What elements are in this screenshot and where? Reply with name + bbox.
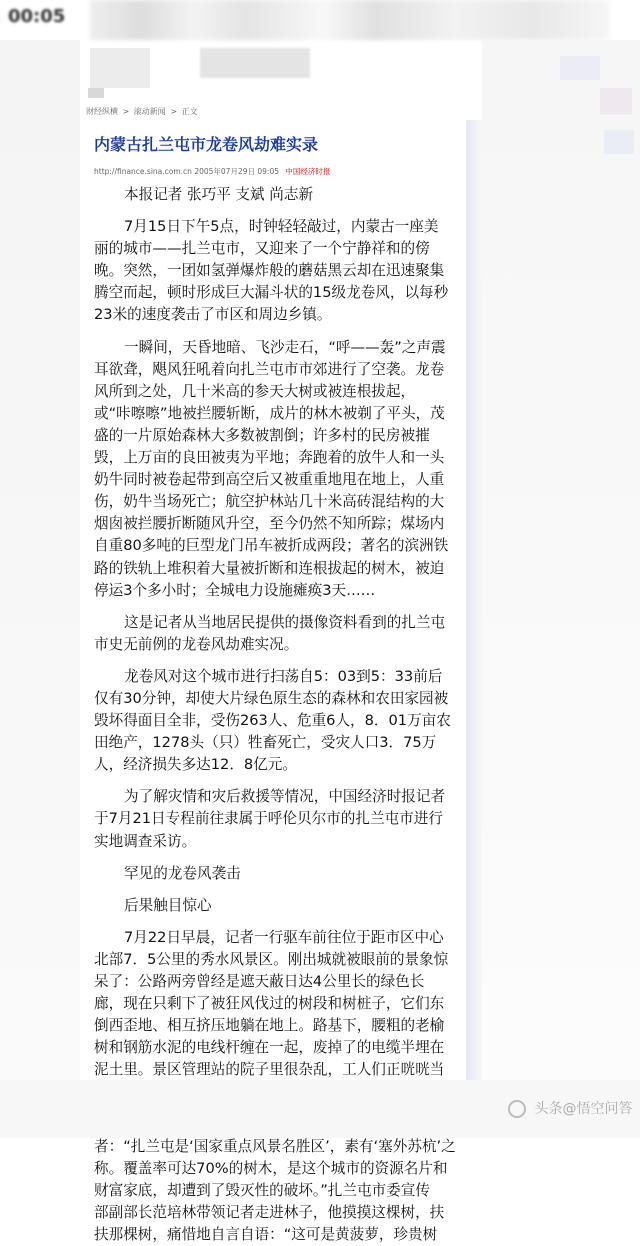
article-line: 烟囱被拦腰折断随风升空，至今仍然不知所踪；煤场内 <box>94 515 445 533</box>
breadcrumb-item[interactable]: 滚动新闻 <box>133 107 166 116</box>
article-line: 倒西歪地、相互挤压地躺在地上。路基下，腰粗的老榆 <box>94 1017 445 1035</box>
article-line: 盛的一片原始森林大多数被割倒；许多村的民房被摧 <box>94 426 430 444</box>
article-line: 树和钢筋水泥的电线杆缠在一起，废掉了的电缆半埋在 <box>94 1039 445 1057</box>
breadcrumb-separator: > <box>122 107 130 116</box>
article-line: 龙卷风对这个城市进行扫荡自5：03到5：33前后 <box>124 667 443 685</box>
article-line: 者：“扎兰屯是‘国家重点风景名胜区’，素有‘塞外苏杭’之 <box>94 1137 456 1155</box>
article-source <box>94 166 330 177</box>
article-line: 路的铁轨上堆积着大量被折断和连根拔起的树木，被迫 <box>94 559 445 577</box>
article-line: 7月15日下午5点，时钟轻轻敲过，内蒙古一座美 <box>124 218 439 236</box>
source-name[interactable]: 中国经济时报 <box>285 167 331 176</box>
pixel-block <box>600 88 632 114</box>
article-line: 扶那棵树，痛惜地自言自语：“这可是黄菠萝，珍贵树 <box>94 1226 438 1244</box>
pixel-mosaic-top <box>90 0 610 40</box>
article-line: 于7月21日专程前往隶属于呼伦贝尔市的扎兰屯市进行 <box>94 810 443 828</box>
article-line: 部副部长范培林带领记者走进林子，他摸摸这棵树，扶 <box>94 1203 445 1221</box>
article-line: 罕见的龙卷风袭击 <box>124 864 241 882</box>
article-line: 耳欲聋，飓风狂吼着向扎兰屯市市郊进行了空袭。龙卷 <box>94 360 445 378</box>
article-line: 伤，奶牛当场死亡；航空护林站几十米高砖混结构的大 <box>94 493 445 511</box>
article-line: 晚。突然，一团如氢弹爆炸般的蘑菇黑云却在迅速聚集 <box>94 262 445 280</box>
article-line: 自重80多吨的巨型龙门吊车被折成两段；著名的滨洲铁 <box>94 537 449 555</box>
article-title: 内蒙古扎兰屯市龙卷风劫难实录 <box>94 135 319 154</box>
breadcrumb <box>86 106 200 117</box>
pixel-block <box>200 48 310 78</box>
breadcrumb-separator: > <box>170 107 178 116</box>
article-line: 财富家底，却遭到了毁灭性的破坏。”扎兰屯市委宣传 <box>94 1181 430 1199</box>
article-line: 23米的速度袭击了市区和周边乡镇。 <box>94 306 332 324</box>
pixel-block <box>560 56 600 80</box>
article-line: 为了解灾情和灾后救援等情况，中国经济时报记者 <box>124 788 446 806</box>
article-line: 廊，现在只剩下了被狂风伐过的树段和树桩子，它们东 <box>94 995 445 1013</box>
article-line: 丽的城市——扎兰屯市，又迎来了一个宁静祥和的傍 <box>94 240 430 258</box>
article-line: 称。覆盖率可达70%的树木，是这个城市的资源名片和 <box>94 1159 448 1177</box>
pixel-block <box>90 48 150 88</box>
article-line: 呆了：公路两旁曾经是遮天蔽日达4公里长的绿色长 <box>94 973 425 990</box>
source-url: http://finance.sina.com.cn 2005年07月29日 09:05 <box>94 167 279 176</box>
article-line: 7月22日早晨，记者一行驱车前往位于距市区中心 <box>124 928 444 946</box>
article-line: 毁，上万亩的良田被夷为平地；奔跑着的放牛人和一头 <box>94 449 445 467</box>
article-line: 后果触目惊心 <box>124 896 212 914</box>
article-line: 或“咔嚓嚓”地被拦腰斩断，成片的林木被剃了平头，茂 <box>94 404 445 422</box>
article-line: 腾空而起，顿时形成巨大漏斗状的15级龙卷风，以每秒 <box>94 284 449 302</box>
article-line: 一瞬间，天昏地暗、飞沙走石，“呼——轰”之声震 <box>124 338 446 356</box>
article-line: 风所到之处，几十米高的参天大树或被连根拔起， <box>94 382 416 400</box>
watermark-text: 头条@悟空问答 <box>534 1101 633 1117</box>
article-line: 泥土里。景区管理站的院子里很杂乱，工人们正咣咣当 <box>94 1061 445 1079</box>
article-line: 北部7．5公里的秀水风景区。刚出城就被眼前的景象惊 <box>94 950 449 968</box>
page-edge <box>466 120 482 1080</box>
pixel-mosaic-left <box>0 40 80 1080</box>
article-line: 田绝产，1278头（只）牲畜死亡，受灾人口3．75万 <box>94 734 437 752</box>
breadcrumb-item: 正文 <box>181 107 198 116</box>
status-time: 00:05 <box>8 6 66 27</box>
watermark-logo-icon <box>508 1100 526 1118</box>
pixel-block <box>604 130 634 154</box>
article-line: 这是记者从当地居民提供的摄像资料看到的扎兰屯 <box>124 613 446 631</box>
article-line: 毁坏得面目全非，受伤263人、危重6人，8．01万亩农 <box>94 712 451 730</box>
pixel-mosaic-right <box>482 40 640 1080</box>
breadcrumb-item[interactable]: 财经纵横 <box>86 107 118 116</box>
watermark <box>508 1098 632 1118</box>
article-line: 实地调查采访。 <box>94 832 197 850</box>
article-line: 本报记者 张巧平 支斌 尚志新 <box>124 186 314 203</box>
article-line: 人，经济损失多达12．8亿元。 <box>94 756 297 774</box>
article-line: 停运3个多小时；全城电力设施瘫痪3天…… <box>94 581 376 599</box>
article-line: 市史无前例的龙卷风劫难实况。 <box>94 635 299 653</box>
article-line: 奶牛同时被卷起带到高空后又被重重地甩在地上，人重 <box>94 471 445 489</box>
article-line: 仅有30分钟，却使大片绿色原生态的森林和农田家园被 <box>94 689 449 707</box>
